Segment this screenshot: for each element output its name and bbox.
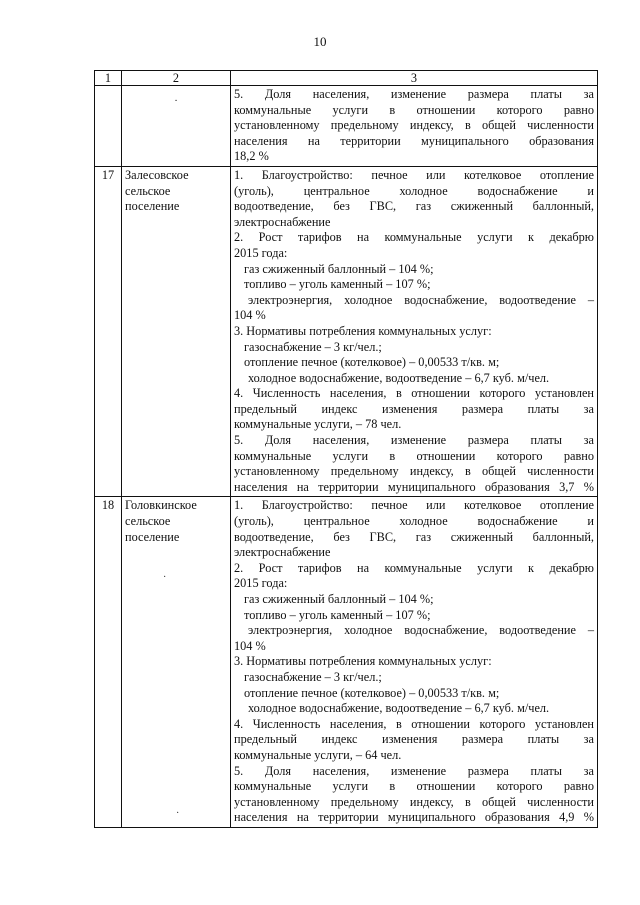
text-line: электроснабжение (234, 545, 331, 560)
text-line: газоснабжение – 3 кг/чел.; (244, 339, 382, 354)
settlement-name (122, 497, 231, 827)
text-line: 5. Доля населения, изменение размера платы за (234, 433, 594, 448)
text-line: населения на территории муниципального образования 3,7 % (234, 479, 594, 494)
text-line: 5. Доля населения, изменение размера платы за (234, 87, 594, 101)
continuation-name-cell (122, 86, 231, 167)
text-line: 2015 года: (234, 576, 288, 591)
continuation-num-cell (95, 86, 122, 167)
row-number: 17 (95, 166, 122, 496)
settlement-name-line: сельское (125, 183, 171, 198)
text-line: 2015 года: (234, 245, 288, 260)
tariff-table (94, 70, 598, 828)
table-row (95, 497, 598, 827)
row-number: 18 (95, 497, 122, 827)
text-line: 2. Рост тарифов на коммунальные услуги к декабрю (234, 230, 594, 245)
text-line: коммунальные услуги в отношении которого равно (234, 102, 594, 117)
header-col-1: 1 (95, 71, 122, 86)
text-line: предельный индекс изменения размера платы за (234, 732, 594, 747)
text-line: 4. Численность населения, в отношении которого установлен (234, 386, 594, 401)
text-line: водоотведение, без ГВС, газ сжиженный баллонный, (234, 199, 594, 214)
text-line: газ сжиженный баллонный – 104 %; (244, 592, 434, 606)
text-line: 4. Численность населения, в отношении которого установлен (234, 716, 594, 731)
text-line: топливо – уголь каменный – 107 %; (244, 277, 431, 292)
text-line: (уголь), центральное холодное водоснабжение и (234, 183, 594, 198)
table-header-row (95, 71, 598, 86)
text-line: населения на территории муниципального образования 4,9 % (234, 810, 594, 825)
text-line: отопление печное (котелковое) – 0,00533 т/кв. м; (244, 685, 500, 700)
text-line: коммунальные услуги в отношении которого равно (234, 779, 594, 794)
scan-dot: · (176, 808, 180, 819)
indicators-cell (231, 166, 598, 496)
settlement-name-line: Головкинское (125, 498, 197, 513)
text-line: предельный индекс изменения размера платы за (234, 401, 594, 416)
text-line: 3. Нормативы потребления коммунальных услуг: (234, 323, 492, 338)
text-line: 18,2 % (234, 149, 269, 164)
text-line: установленному предельному индексу, в общей численности (234, 118, 594, 133)
page-number: 10 (313, 34, 327, 49)
text-line: топливо – уголь каменный – 107 %; (244, 607, 431, 622)
text-line: 3. Нормативы потребления коммунальных услуг: (234, 654, 492, 669)
text-line: 1. Благоустройство: печное или котелковое отопление (234, 167, 594, 182)
text-line: холодное водоснабжение, водоотведение – 6,7 куб. м/чел. (248, 701, 550, 716)
text-line: газоснабжение – 3 кг/чел.; (244, 669, 382, 684)
text-line: (уголь), центральное холодное водоснабжение и (234, 514, 594, 529)
text-line: коммунальные услуги, – 64 чел. (234, 747, 402, 762)
text-line: 104 % (234, 308, 266, 323)
scan-dot: · (163, 572, 167, 583)
header-col-3: 3 (231, 71, 598, 86)
settlement-name-line: сельское (125, 514, 171, 529)
text-line: 1. Благоустройство: печное или котелковое отопление (234, 498, 594, 513)
text-line: электроэнергия, холодное водоснабжение, водоотведение – (248, 623, 594, 638)
continuation-row (95, 86, 598, 167)
header-col-2: 2 (122, 71, 231, 86)
indicators-cell (231, 497, 598, 827)
settlement-name-line: поселение (125, 199, 180, 214)
text-line: 2. Рост тарифов на коммунальные услуги к декабрю (234, 560, 594, 575)
text-line: 5. Доля населения, изменение размера платы за (234, 763, 594, 778)
text-line: электроэнергия, холодное водоснабжение, водоотведение – (248, 292, 594, 307)
text-line: отопление печное (котелковое) – 0,00533 т/кв. м; (244, 355, 500, 370)
settlement-name-line: Залесовское (125, 167, 189, 182)
text-line: водоотведение, без ГВС, газ сжиженный баллонный, (234, 529, 594, 544)
text-line: установленному предельному индексу, в общей численности (234, 464, 594, 479)
continuation-text-cell (231, 86, 598, 167)
table-row (95, 166, 598, 496)
settlement-name-line: поселение (125, 529, 180, 544)
settlement-name (122, 166, 231, 496)
text-line: коммунальные услуги, – 78 чел. (234, 417, 402, 432)
text-line: электроснабжение (234, 214, 331, 229)
text-line: установленному предельному индексу, в общей численности (234, 794, 594, 809)
text-line: холодное водоснабжение, водоотведение – 6,7 куб. м/чел. (248, 370, 550, 385)
text-line: газ сжиженный баллонный – 104 %; (244, 261, 434, 276)
scan-dot: · (174, 96, 178, 107)
text-line: 104 % (234, 638, 266, 653)
text-line: населения на территории муниципального образования (234, 133, 594, 148)
text-line: коммунальные услуги в отношении которого равно (234, 448, 594, 463)
